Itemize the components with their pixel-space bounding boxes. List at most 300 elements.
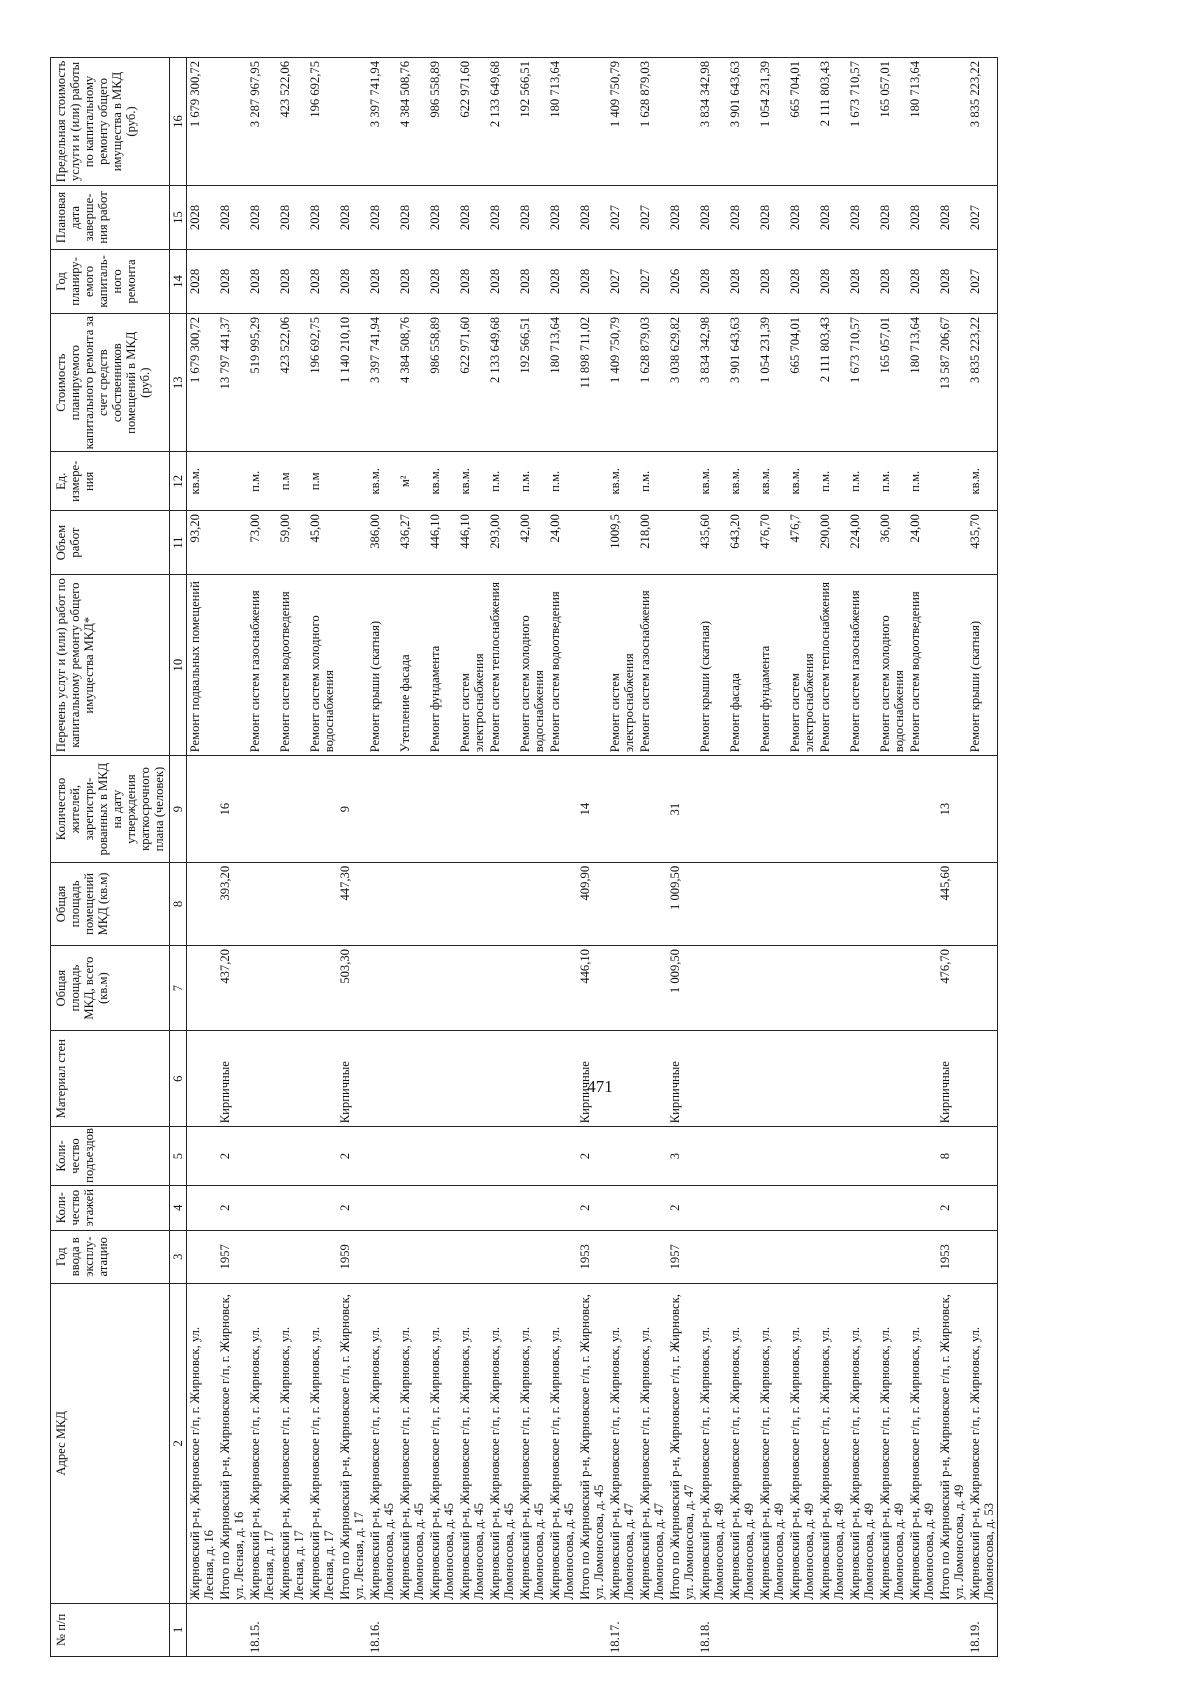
table-cell: 192 566,51 xyxy=(517,58,547,186)
table-cell xyxy=(697,1230,727,1283)
column-header: Предельная стоимость услуги и (или) работы по капитальному ремонту общего имущества в МКД (руб.) xyxy=(51,58,170,186)
table-cell xyxy=(727,756,757,863)
table-cell: 435,70 xyxy=(967,511,998,575)
table-cell: Ремонт подвальных помещений xyxy=(187,575,218,756)
table-cell: м² xyxy=(397,452,427,511)
table-cell xyxy=(847,862,877,945)
table-cell xyxy=(217,511,247,575)
table-cell xyxy=(547,1127,577,1186)
table-cell xyxy=(577,511,607,575)
column-number: 7 xyxy=(170,946,187,1031)
table-cell xyxy=(817,1185,847,1230)
table-cell xyxy=(277,946,307,1031)
table-cell xyxy=(487,862,517,945)
table-cell xyxy=(637,756,667,863)
table-cell: Жирновский р-н, Жирновское г/п, г. Жирновск, ул. Ломоносова, д. 49 xyxy=(787,1283,817,1603)
table-cell xyxy=(517,862,547,945)
column-number: 13 xyxy=(170,313,187,452)
table-cell: 2028 xyxy=(877,186,907,250)
table-cell xyxy=(637,1127,667,1186)
table-cell: 1957 xyxy=(667,1230,697,1283)
table-cell: 1 673 710,57 xyxy=(847,58,877,186)
table-cell xyxy=(787,946,817,1031)
column-header: № п/п xyxy=(51,1603,170,1656)
table-cell: 2028 xyxy=(397,249,427,313)
table-cell xyxy=(337,1603,367,1656)
table-cell: 218,00 xyxy=(637,511,667,575)
table-cell xyxy=(577,575,607,756)
table-cell xyxy=(937,575,967,756)
table-cell: Ремонт крыши (скатная) xyxy=(697,575,727,756)
table-cell: Ремонт систем электроснабжения xyxy=(607,575,637,756)
table-cell: 423 522,06 xyxy=(277,58,307,186)
column-header: Общая площадь помещений МКД (кв.м) xyxy=(51,862,170,945)
table-cell: Жирновский р-н, Жирновское г/п, г. Жирновск, ул. Лесная, д. 17 xyxy=(277,1283,307,1603)
table-cell xyxy=(847,1603,877,1656)
table-cell: 2028 xyxy=(577,249,607,313)
table-cell xyxy=(637,946,667,1031)
table-cell xyxy=(487,946,517,1031)
table-cell: кв.м. xyxy=(427,452,457,511)
table-cell xyxy=(787,1603,817,1656)
table-row xyxy=(757,58,787,1657)
table-cell xyxy=(277,1185,307,1230)
table-cell: 2028 xyxy=(337,186,367,250)
column-header: Адрес МКД xyxy=(51,1283,170,1603)
table-cell xyxy=(637,1185,667,1230)
table-cell xyxy=(907,1230,937,1283)
table-cell: 2028 xyxy=(907,249,937,313)
table-cell: 2028 xyxy=(427,186,457,250)
table-cell xyxy=(607,1230,637,1283)
column-header: Плановая дата заверше-ния работ xyxy=(51,186,170,250)
table-cell: 2 111 803,43 xyxy=(817,58,847,186)
table-cell: 2028 xyxy=(817,186,847,250)
table-cell xyxy=(337,58,367,186)
table-cell: 196 692,75 xyxy=(307,58,337,186)
table-cell: 2028 xyxy=(187,249,218,313)
table-cell xyxy=(877,862,907,945)
table-cell xyxy=(907,1603,937,1656)
table-cell xyxy=(217,1603,247,1656)
table-cell: 1 409 750,79 xyxy=(607,313,637,452)
table-cell xyxy=(367,946,397,1031)
table-cell xyxy=(247,1230,277,1283)
table-body xyxy=(187,58,998,1657)
table-cell: Жирновский р-н, Жирновское г/п, г. Жирновск, ул. Ломоносова, д. 49 xyxy=(727,1283,757,1603)
table-cell xyxy=(787,1127,817,1186)
table-cell: п.м. xyxy=(547,452,577,511)
table-cell xyxy=(187,1127,218,1186)
table-cell xyxy=(697,1185,727,1230)
table-cell: кв.м. xyxy=(457,452,487,511)
table-cell xyxy=(307,1031,337,1127)
table-row xyxy=(787,58,817,1657)
table-cell: 31 xyxy=(667,756,697,863)
table-cell: 3 397 741,94 xyxy=(367,313,397,452)
table-cell xyxy=(547,862,577,945)
table-row xyxy=(877,58,907,1657)
table-cell: 2028 xyxy=(787,186,817,250)
table-cell xyxy=(187,1031,218,1127)
table-cell: 2028 xyxy=(697,186,727,250)
table-cell: 2 xyxy=(217,1127,247,1186)
table-cell xyxy=(307,862,337,945)
column-number: 5 xyxy=(170,1127,187,1186)
table-cell xyxy=(367,1031,397,1127)
table-cell xyxy=(487,1031,517,1127)
table-cell xyxy=(247,1185,277,1230)
table-cell xyxy=(787,756,817,863)
table-cell: Жирновский р-н, Жирновское г/п, г. Жирновск, ул. Ломоносова, д. 49 xyxy=(757,1283,787,1603)
table-cell: 1009,5 xyxy=(607,511,637,575)
table-cell xyxy=(247,862,277,945)
table-cell: 3 835 223,22 xyxy=(967,313,998,452)
table-cell xyxy=(457,946,487,1031)
table-cell: 1 673 710,57 xyxy=(847,313,877,452)
table-cell: 18.17. xyxy=(607,1603,637,1656)
table-cell: Жирновский р-н, Жирновское г/п, г. Жирновск, ул. Ломоносова, д. 49 xyxy=(697,1283,727,1603)
table-cell: Ремонт крыши (скатная) xyxy=(367,575,397,756)
table-cell: 13 587 206,67 xyxy=(937,313,967,452)
table-cell: 2028 xyxy=(877,249,907,313)
table-cell xyxy=(517,1031,547,1127)
table-cell: 2 xyxy=(217,1185,247,1230)
table-cell: 2028 xyxy=(487,186,517,250)
table-cell: 14 xyxy=(577,756,607,863)
table-cell: Жирновский р-н, Жирновское г/п, г. Жирновск, ул. Ломоносова, д. 45 xyxy=(457,1283,487,1603)
table-cell: 446,10 xyxy=(457,511,487,575)
table-cell: 290,00 xyxy=(817,511,847,575)
table-cell: 42,00 xyxy=(517,511,547,575)
table-cell xyxy=(697,1127,727,1186)
table-cell xyxy=(187,1603,218,1656)
table-cell xyxy=(877,756,907,863)
table-cell: 476,7 xyxy=(787,511,817,575)
table-cell xyxy=(727,862,757,945)
table-cell xyxy=(787,1230,817,1283)
table-cell xyxy=(847,1230,877,1283)
table-cell: 180 713,64 xyxy=(907,313,937,452)
table-cell: 2028 xyxy=(307,186,337,250)
table-cell: 2 111 803,43 xyxy=(817,313,847,452)
table-cell: 2 133 649,68 xyxy=(487,58,517,186)
table-cell xyxy=(967,1031,998,1127)
table-cell: 3 835 223,22 xyxy=(967,58,998,186)
table-cell xyxy=(277,756,307,863)
table-cell: 3 xyxy=(667,1127,697,1186)
table-cell xyxy=(757,1185,787,1230)
table-cell: 986 558,89 xyxy=(427,58,457,186)
column-header: Коли-чество этажей xyxy=(51,1185,170,1230)
table-row xyxy=(337,58,367,1657)
table-cell xyxy=(187,1185,218,1230)
table-cell xyxy=(457,1230,487,1283)
table-cell: 2027 xyxy=(607,186,637,250)
table-cell: 13 xyxy=(937,756,967,863)
table-cell: 2028 xyxy=(907,186,937,250)
table-cell xyxy=(217,58,247,186)
table-cell: Жирновский р-н, Жирновское г/п, г. Жирновск, ул. Ломоносова, д. 45 xyxy=(397,1283,427,1603)
table-cell: 2028 xyxy=(217,186,247,250)
table-cell xyxy=(397,1031,427,1127)
table-cell xyxy=(607,756,637,863)
table-cell: 2028 xyxy=(937,186,967,250)
table-cell xyxy=(457,1031,487,1127)
table-cell xyxy=(817,756,847,863)
table-cell xyxy=(847,756,877,863)
column-number: 3 xyxy=(170,1230,187,1283)
table-cell xyxy=(697,756,727,863)
table-cell xyxy=(847,1185,877,1230)
table-cell xyxy=(667,58,697,186)
table-cell: 2026 xyxy=(667,249,697,313)
table-cell xyxy=(907,862,937,945)
table-cell xyxy=(337,452,367,511)
table-cell xyxy=(397,1230,427,1283)
table-cell: 2028 xyxy=(727,249,757,313)
table-cell: 1 679 300,72 xyxy=(187,313,218,452)
table-cell: 3 901 643,63 xyxy=(727,58,757,186)
table-cell: 2028 xyxy=(847,186,877,250)
table-cell xyxy=(547,1603,577,1656)
table-row xyxy=(937,58,967,1657)
table-cell: 2028 xyxy=(247,186,277,250)
table-cell: 2028 xyxy=(547,249,577,313)
column-number: 14 xyxy=(170,249,187,313)
table-cell: кв.м. xyxy=(367,452,397,511)
table-cell: 1 009,50 xyxy=(667,862,697,945)
table-cell: 2027 xyxy=(637,186,667,250)
table-cell: 2028 xyxy=(847,249,877,313)
table-cell xyxy=(877,1603,907,1656)
table-cell xyxy=(817,1230,847,1283)
table-cell: Жирновский р-н, Жирновское г/п, г. Жирновск, ул. Лесная, д. 17 xyxy=(247,1283,277,1603)
table-cell xyxy=(547,1031,577,1127)
table-row xyxy=(247,58,277,1657)
table-cell: 1 009,50 xyxy=(667,946,697,1031)
table-cell xyxy=(487,1603,517,1656)
table-cell xyxy=(907,1031,937,1127)
table-cell: п.м xyxy=(277,452,307,511)
table-header xyxy=(51,58,187,1657)
column-number: 12 xyxy=(170,452,187,511)
table-cell: 2028 xyxy=(457,249,487,313)
table-cell xyxy=(607,1031,637,1127)
table-cell xyxy=(877,1127,907,1186)
table-cell xyxy=(757,1603,787,1656)
column-header: Год планиру-емого капиталь-ного ремонта xyxy=(51,249,170,313)
table-cell: 1 054 231,39 xyxy=(757,58,787,186)
table-cell: 165 057,01 xyxy=(877,58,907,186)
table-cell xyxy=(307,756,337,863)
table-cell xyxy=(367,1127,397,1186)
table-cell xyxy=(697,1031,727,1127)
table-cell xyxy=(877,946,907,1031)
table-cell: 3 038 629,82 xyxy=(667,313,697,452)
table-cell: 180 713,64 xyxy=(907,58,937,186)
table-cell xyxy=(727,1031,757,1127)
table-row xyxy=(607,58,637,1657)
table-cell xyxy=(427,1127,457,1186)
table-cell xyxy=(457,1127,487,1186)
table-cell: 2 xyxy=(667,1185,697,1230)
table-cell: Итого по Жирновский р-н, Жирновское г/п, г. Жирновск, ул. Лесная, д. 16 xyxy=(217,1283,247,1603)
table-cell: 3 834 342,98 xyxy=(697,313,727,452)
table-cell: Ремонт систем газоснабжения xyxy=(637,575,667,756)
table-cell: Кирпичные xyxy=(217,1031,247,1127)
table-cell: 1953 xyxy=(577,1230,607,1283)
table-cell: 2 xyxy=(577,1185,607,1230)
table-cell xyxy=(577,1603,607,1656)
table-cell: кв.м. xyxy=(697,452,727,511)
table-cell xyxy=(817,862,847,945)
table-cell xyxy=(277,862,307,945)
table-cell: 2028 xyxy=(277,249,307,313)
table-cell xyxy=(727,1185,757,1230)
table-cell xyxy=(307,946,337,1031)
table-cell: 643,20 xyxy=(727,511,757,575)
table-cell xyxy=(517,1603,547,1656)
table-cell xyxy=(217,452,247,511)
table-cell xyxy=(307,1603,337,1656)
table-cell xyxy=(517,946,547,1031)
table-cell xyxy=(547,1185,577,1230)
table-cell xyxy=(247,1127,277,1186)
table-cell: 2 xyxy=(337,1127,367,1186)
table-row xyxy=(667,58,697,1657)
table-cell: 180 713,64 xyxy=(547,313,577,452)
column-header: Общая площадь МКД, всего (кв.м) xyxy=(51,946,170,1031)
table-cell: 446,10 xyxy=(577,946,607,1031)
table-cell: 24,00 xyxy=(547,511,577,575)
table-cell: 2028 xyxy=(187,186,218,250)
table-cell: Жирновский р-н, Жирновское г/п, г. Жирновск, ул. Ломоносова, д. 47 xyxy=(637,1283,667,1603)
table-cell: 519 995,29 xyxy=(247,313,277,452)
table-cell xyxy=(517,1127,547,1186)
table-cell: 622 971,60 xyxy=(457,313,487,452)
table-cell: Жирновский р-н, Жирновское г/п, г. Жирновск, ул. Лесная, д. 16 xyxy=(187,1283,218,1603)
table-cell: 2028 xyxy=(367,186,397,250)
table-cell: 36,00 xyxy=(877,511,907,575)
table-cell: кв.м. xyxy=(787,452,817,511)
table-cell: 18.18. xyxy=(697,1603,727,1656)
table-cell xyxy=(337,511,367,575)
table-cell xyxy=(427,1185,457,1230)
table-cell: п.м. xyxy=(487,452,517,511)
table-cell: 2028 xyxy=(787,249,817,313)
table-cell: 2028 xyxy=(367,249,397,313)
table-cell: 476,70 xyxy=(757,511,787,575)
table-cell: 2028 xyxy=(727,186,757,250)
table-cell xyxy=(397,756,427,863)
table-cell: Итого по Жирновский р-н, Жирновское г/п, г. Жирновск, ул. Лесная, д. 17 xyxy=(337,1283,367,1603)
table-cell xyxy=(187,862,218,945)
table-cell: п.м. xyxy=(817,452,847,511)
table-cell xyxy=(937,58,967,186)
table-cell xyxy=(397,1185,427,1230)
table-cell: кв.м. xyxy=(757,452,787,511)
table-cell xyxy=(517,1230,547,1283)
table-cell xyxy=(457,1603,487,1656)
table-cell: 447,30 xyxy=(337,862,367,945)
table-cell: Ремонт фундамента xyxy=(757,575,787,756)
table-cell xyxy=(547,946,577,1031)
table-cell: 3 397 741,94 xyxy=(367,58,397,186)
table-cell xyxy=(187,1230,218,1283)
table-cell xyxy=(427,1230,457,1283)
table-cell: Ремонт систем водоотведения xyxy=(547,575,577,756)
table-cell: 11 898 711,02 xyxy=(577,313,607,452)
page-number: 471 xyxy=(587,1077,613,1096)
table-cell xyxy=(517,1185,547,1230)
table-cell xyxy=(727,1230,757,1283)
table-cell: п.м. xyxy=(847,452,877,511)
table-cell xyxy=(427,1031,457,1127)
table-cell: Итого по Жирновский р-н, Жирновское г/п, г. Жирновск, ул. Ломоносова, д. 49 xyxy=(937,1283,967,1603)
table-cell: 2028 xyxy=(487,249,517,313)
column-number: 9 xyxy=(170,756,187,863)
table-cell xyxy=(397,1603,427,1656)
table-cell: 2027 xyxy=(637,249,667,313)
table-row xyxy=(577,58,607,1657)
table-cell xyxy=(637,862,667,945)
table-cell xyxy=(427,862,457,945)
table-cell: Жирновский р-н, Жирновское г/п, г. Жирновск, ул. Ломоносова, д. 49 xyxy=(877,1283,907,1603)
table-cell: Ремонт систем холодного водоснабжения xyxy=(877,575,907,756)
table-cell: 2028 xyxy=(217,249,247,313)
table-cell xyxy=(967,1127,998,1186)
table-cell xyxy=(937,511,967,575)
table-cell: Ремонт систем холодного водоснабжения xyxy=(517,575,547,756)
table-cell: 986 558,89 xyxy=(427,313,457,452)
table-cell: 2028 xyxy=(517,186,547,250)
table-cell: 1 628 879,03 xyxy=(637,58,667,186)
table-cell: 436,27 xyxy=(397,511,427,575)
table-cell: 1959 xyxy=(337,1230,367,1283)
table-cell: 2 xyxy=(937,1185,967,1230)
table-cell: Ремонт крыши (скатная) xyxy=(967,575,998,756)
table-cell: 437,20 xyxy=(217,946,247,1031)
table-cell xyxy=(427,1603,457,1656)
table-cell: Ремонт систем газоснабжения xyxy=(247,575,277,756)
column-number: 1 xyxy=(170,1603,187,1656)
table-cell: 423 522,06 xyxy=(277,313,307,452)
table-cell: 18.19. xyxy=(967,1603,998,1656)
table-cell: кв.м. xyxy=(607,452,637,511)
table-cell: Ремонт систем теплоснабжения xyxy=(817,575,847,756)
table-cell: 3 834 342,98 xyxy=(697,58,727,186)
table-cell xyxy=(307,1185,337,1230)
table-cell xyxy=(847,1031,877,1127)
table-cell xyxy=(907,1127,937,1186)
table-cell: Жирновский р-н, Жирновское г/п, г. Жирновск, ул. Ломоносова, д. 47 xyxy=(607,1283,637,1603)
table-cell: 393,20 xyxy=(217,862,247,945)
table-cell: 165 057,01 xyxy=(877,313,907,452)
table-cell xyxy=(547,1230,577,1283)
table-cell xyxy=(337,575,367,756)
table-cell xyxy=(397,1127,427,1186)
table-cell xyxy=(307,1230,337,1283)
table-cell: 2027 xyxy=(607,249,637,313)
table-cell: 2028 xyxy=(937,249,967,313)
table-row xyxy=(487,58,517,1657)
table-row xyxy=(427,58,457,1657)
table-cell: 180 713,64 xyxy=(547,58,577,186)
table-cell: 93,20 xyxy=(187,511,218,575)
table-cell: 503,30 xyxy=(337,946,367,1031)
table-cell: 446,10 xyxy=(427,511,457,575)
